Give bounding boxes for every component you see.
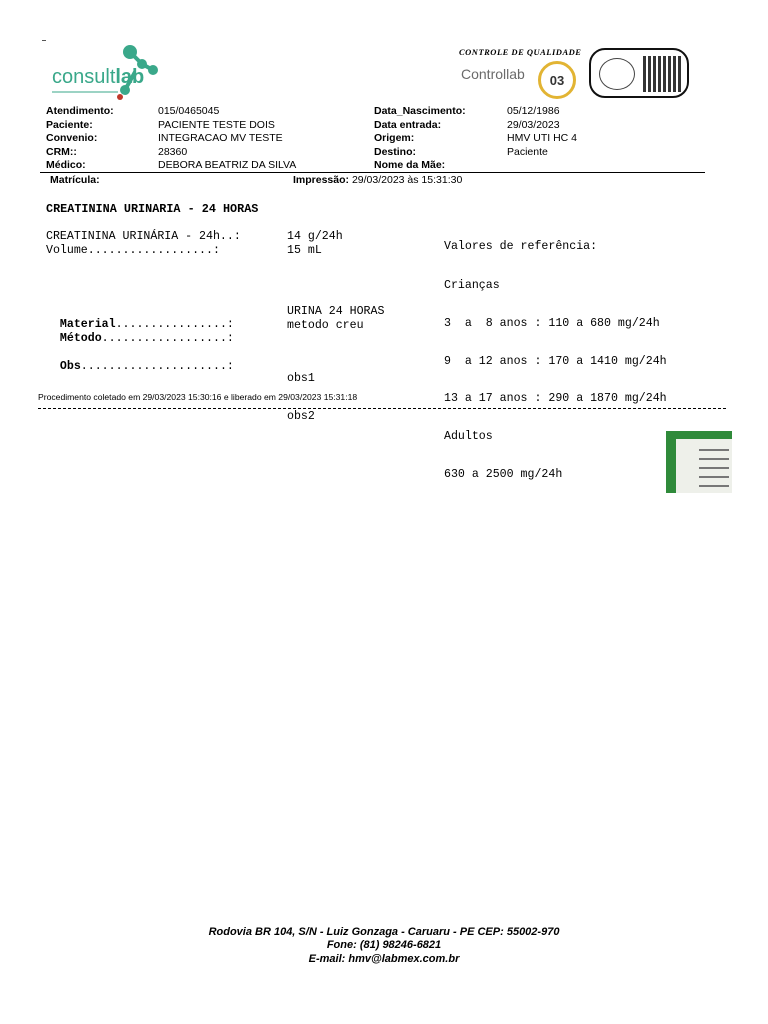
footer-email: E-mail: hmv@labmex.com.br bbox=[308, 953, 460, 965]
obs-line: obs2 bbox=[287, 409, 315, 423]
metodo-value: metodo creu bbox=[287, 319, 364, 332]
quality-seal bbox=[538, 61, 576, 99]
reference-title: Valores de referência: bbox=[444, 240, 598, 254]
value-nome-mae bbox=[507, 159, 577, 173]
value-paciente: PACIENTE TESTE DOIS bbox=[158, 118, 275, 131]
label-paciente: Paciente: bbox=[46, 118, 93, 131]
reference-line: 630 a 2500 mg/24h bbox=[444, 467, 563, 481]
material-label: Material bbox=[59, 317, 116, 331]
controllab-logo bbox=[461, 66, 525, 82]
impressao-line bbox=[293, 174, 462, 188]
corner-mark bbox=[42, 40, 46, 41]
value-nascimento: 05/12/1986 bbox=[507, 105, 560, 117]
value-data-entrada: 29/03/2023 bbox=[507, 118, 560, 131]
label-atendimento: Atendimento: bbox=[46, 105, 114, 117]
reference-line: Adultos bbox=[444, 430, 493, 444]
obs-row bbox=[46, 348, 234, 373]
metodo-dots: ..................: bbox=[101, 331, 234, 345]
accreditation-box bbox=[589, 48, 689, 98]
qr-code-icon bbox=[643, 56, 681, 92]
reference-line: 13 a 17 anos : 290 a 1870 mg/24h bbox=[444, 392, 667, 406]
accreditation-badge-icon bbox=[599, 58, 635, 90]
quality-title: CONTROLE DE QUALIDADE bbox=[459, 47, 582, 57]
value-medico: DEBORA BEATRIZ DA SILVA bbox=[158, 159, 297, 171]
value-atendimento: 015/0465045 bbox=[158, 105, 220, 117]
patient-right-values bbox=[507, 105, 577, 173]
seal-number: 03 bbox=[549, 72, 565, 88]
label-convenio: Convenio: bbox=[46, 132, 98, 144]
value-origem: HMV UTI HC 4 bbox=[507, 132, 578, 144]
obs-line: obs1 bbox=[287, 372, 315, 385]
label-matricula: Matrícula: bbox=[50, 174, 100, 186]
label-destino: Destino: bbox=[374, 145, 416, 158]
reference-line: 9 a 12 anos : 170 a 1410 mg/24h bbox=[444, 354, 667, 368]
patient-right-labels bbox=[374, 105, 466, 173]
consultlab-logo bbox=[50, 42, 165, 104]
label-nome-mae: Nome da Mãe: bbox=[374, 159, 446, 171]
embedded-document-thumbnail bbox=[666, 431, 732, 493]
result-label-creatinina: CREATININA URINÁRIA - 24h..: bbox=[46, 230, 241, 243]
metodo-label: Método bbox=[59, 331, 102, 345]
material-dots: ................: bbox=[115, 317, 234, 331]
label-crm: CRM:: bbox=[46, 145, 77, 158]
result-value-creatinina: 14 g/24h bbox=[287, 230, 343, 243]
label-medico: Médico: bbox=[46, 159, 86, 171]
label-data-entrada: Data entrada: bbox=[374, 118, 442, 131]
label-impressao: Impressão: bbox=[293, 174, 350, 186]
header-divider bbox=[40, 172, 705, 173]
result-label-volume: Volume..................: bbox=[46, 244, 220, 257]
reference-line: Crianças bbox=[444, 278, 500, 292]
value-impressao: 29/03/2023 às 15:31:30 bbox=[351, 174, 463, 186]
patient-left-labels bbox=[46, 105, 114, 173]
dashed-divider bbox=[38, 408, 726, 409]
logo-wordmark bbox=[52, 66, 144, 89]
obs-dots: .....................: bbox=[80, 359, 234, 373]
material-value: URINA 24 HORAS bbox=[287, 305, 385, 318]
logo-word-right: lab bbox=[115, 66, 145, 88]
procedure-note: Procedimento coletado em 29/03/2023 15:30:16 e liberado em 29/03/2023 15:31:18 bbox=[38, 392, 358, 402]
label-origem: Origem: bbox=[374, 132, 415, 144]
metodo-row bbox=[46, 317, 234, 345]
controllab-label: Controllab bbox=[461, 66, 525, 82]
logo-word-left: consult bbox=[52, 66, 116, 88]
reference-line: 3 a 8 anos : 110 a 680 mg/24h bbox=[444, 316, 660, 330]
obs-label: Obs bbox=[59, 359, 81, 373]
value-convenio: INTEGRACAO MV TESTE bbox=[158, 132, 283, 144]
footer-phone: Fone: (81) 98246-6821 bbox=[326, 939, 442, 951]
label-nascimento: Data_Nascimento: bbox=[374, 105, 466, 117]
value-destino: Paciente bbox=[507, 145, 548, 158]
reference-values bbox=[444, 216, 667, 494]
exam-title: CREATININA URINARIA - 24 HORAS bbox=[46, 202, 259, 216]
result-value-volume: 15 mL bbox=[287, 244, 322, 257]
patient-left-values bbox=[158, 105, 296, 173]
footer-address: Rodovia BR 104, S/N - Luiz Gonzaga - Caruaru - PE CEP: 55002-970 bbox=[208, 926, 560, 938]
value-crm: 28360 bbox=[158, 145, 188, 158]
